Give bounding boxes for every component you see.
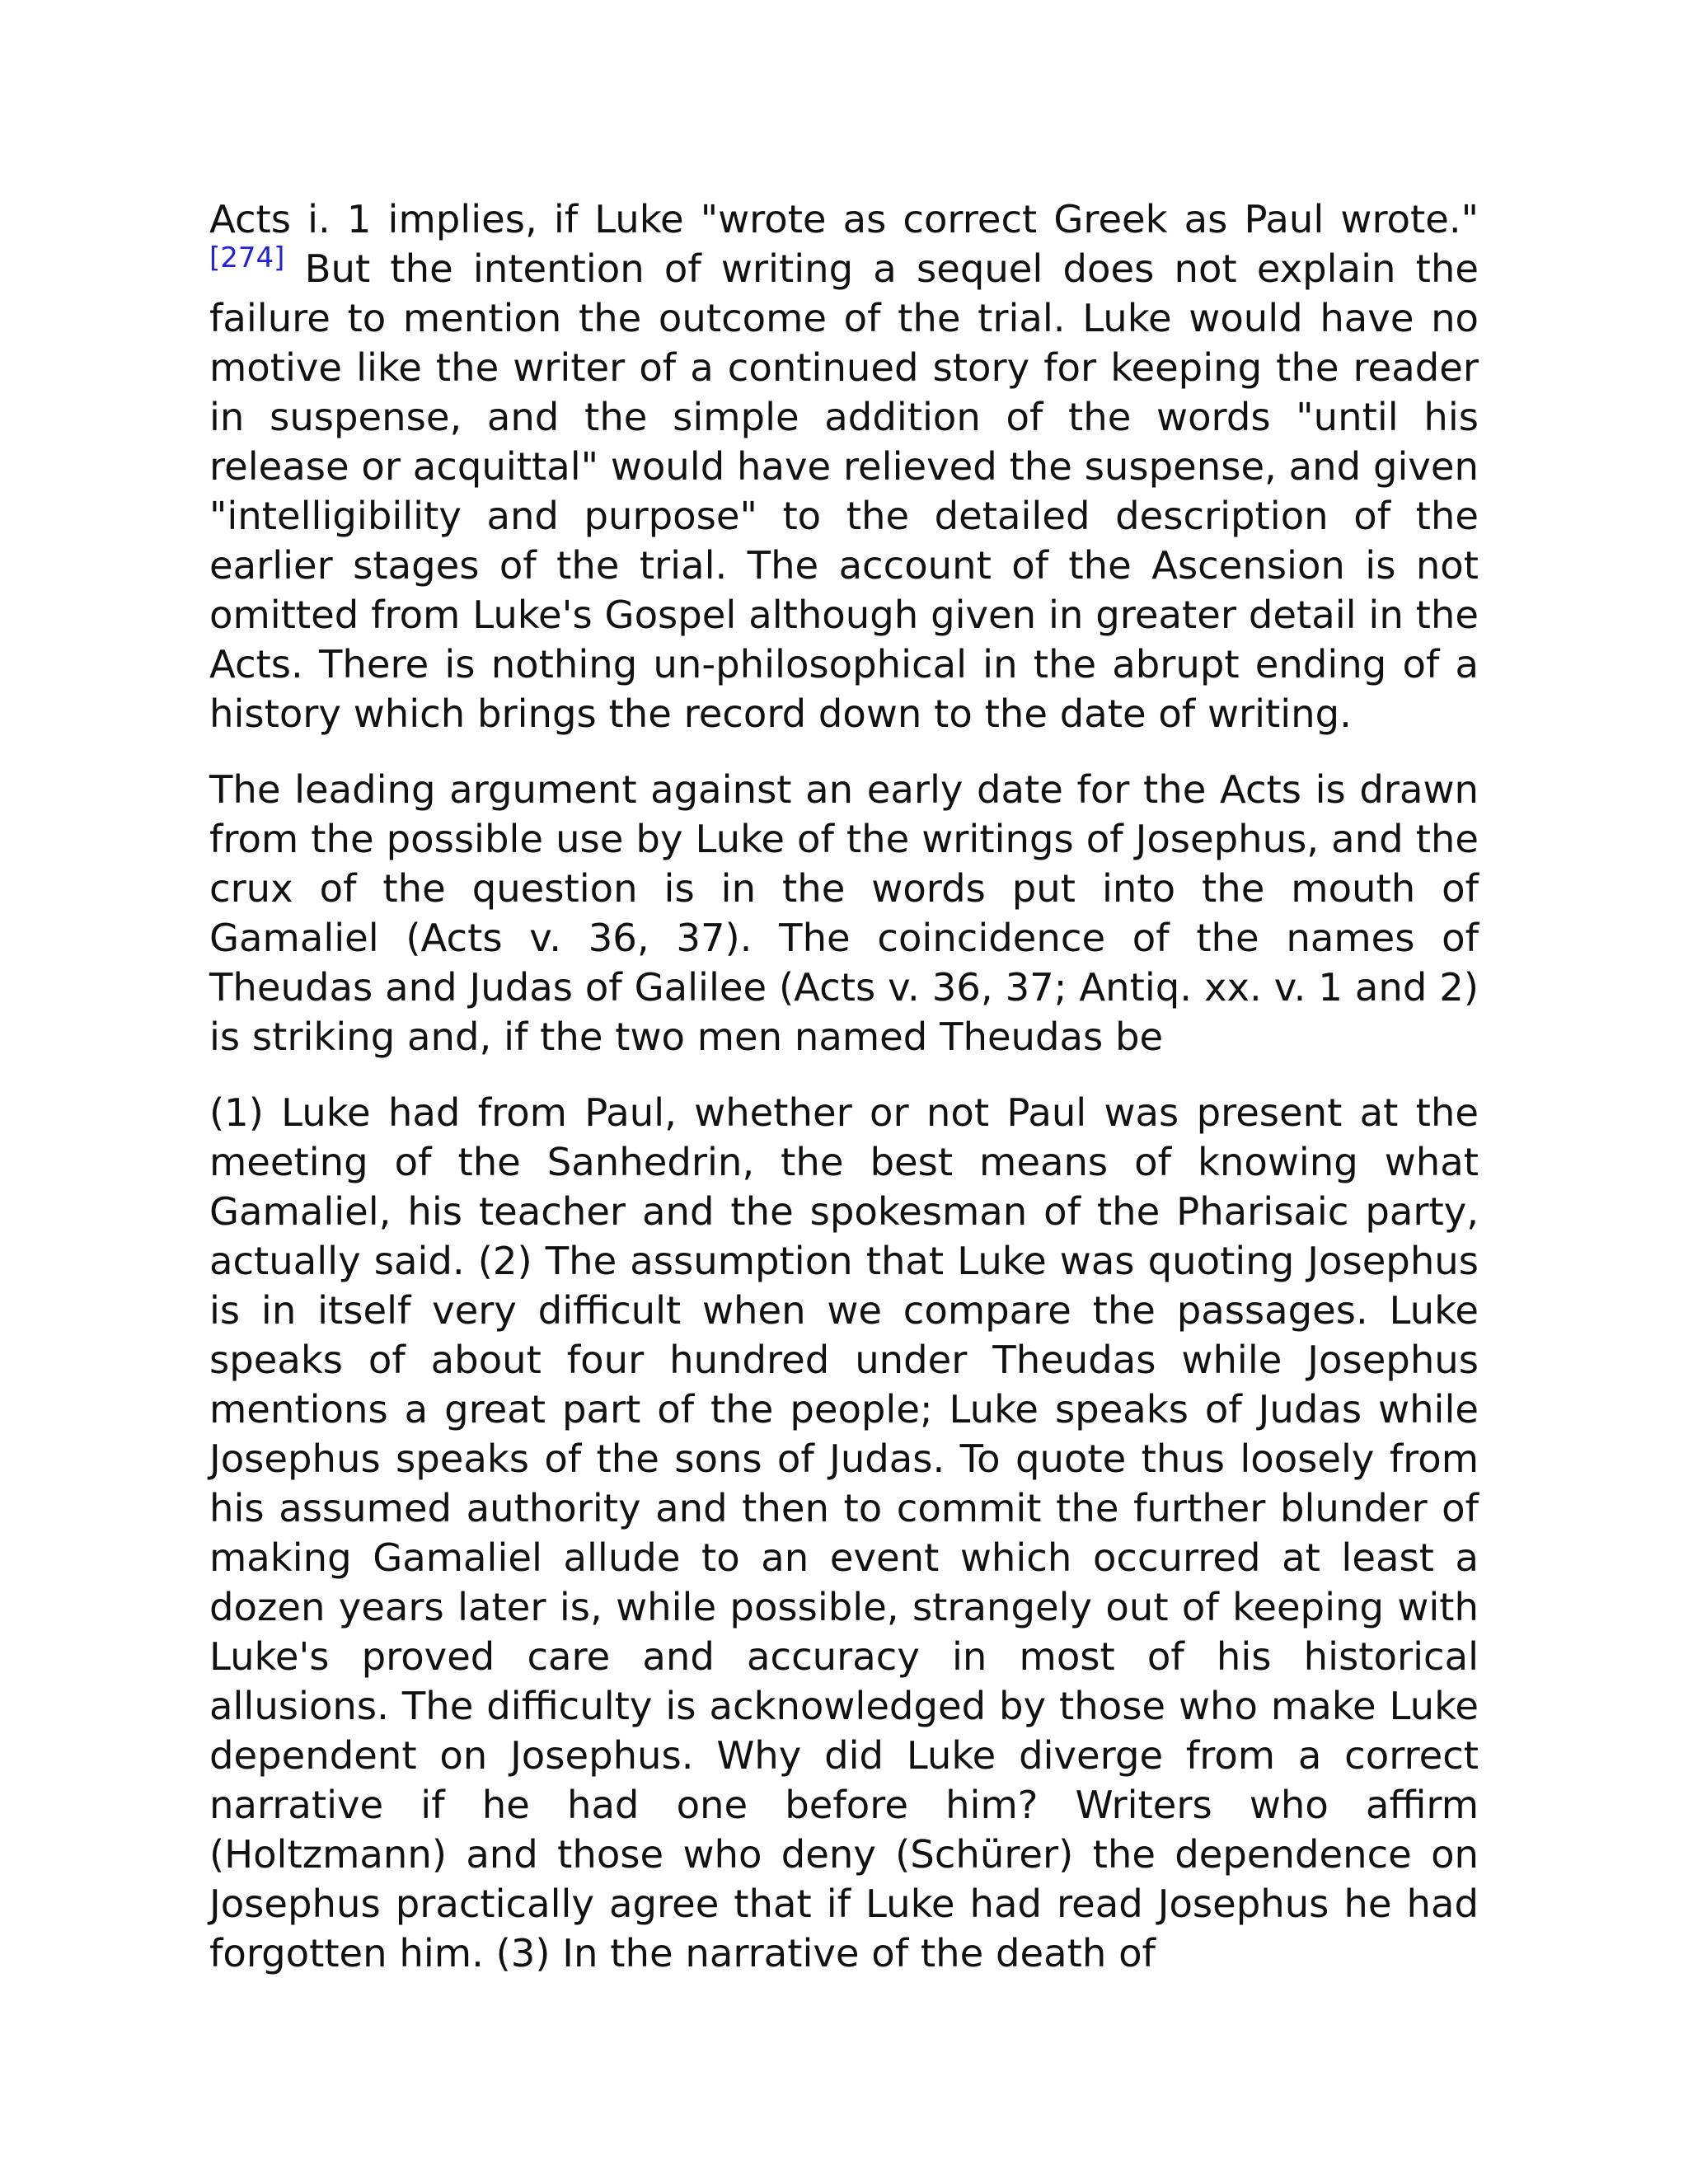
paragraph-2: The leading argument against an early date for the Acts is drawn from the possible use by Luke of the writings of Josephus, and the crux of the question is in the words put into the mouth of Gamaliel (Acts v. 36, 37). The coincidence of the names of Theudas and Judas of Galilee (Acts v. 36, 37; Antiq. xx. v. 1 and 2) is striking and, if the two men named Theudas be xyxy=(209,767,1479,1059)
paragraph-1-text-start: Acts i. 1 implies, if Luke "wrote as correct Greek as Paul wrote." xyxy=(209,197,1479,241)
paragraph-1-text-end: But the intention of writing a sequel does not explain the failure to mention the outcome of the trial. Luke would have no motive like the writer of a continued story for keeping the reader in suspense, and the simple addition of the words "until his release or acquittal" would have relieved the suspense, and given "intelligibility and purpose" to the detailed description of the earlier stages of the trial. The account of the Ascension is not omitted from Luke's Gospel although given in greater detail in the Acts. There is nothing un-philosophical in the abrupt ending of a history which brings the record down to the date of writing. xyxy=(209,246,1479,736)
document-body xyxy=(209,194,1479,2004)
footnote-link-274[interactable]: [274] xyxy=(209,241,285,274)
paragraph-3: (1) Luke had from Paul, whether or not Paul was present at the meeting of the Sanhedrin, the best means of knowing what Gamaliel, his teacher and the spokesman of the Pharisaic party, actually said. (2) The assumption that Luke was quoting Josephus is in itself very difficult when we compare the passages. Luke speaks of about four hundred under Theudas while Josephus mentions a great part of the people; Luke speaks of Judas while Josephus speaks of the sons of Judas. To quote thus loosely from his assumed authority and then to commit the further blunder of making Gamaliel allude to an event which occurred at least a dozen years later is, while possible, strangely out of keeping with Luke's proved care and accuracy in most of his historical allusions. The difficulty is acknowledged by those who make Luke dependent on Josephus. Why did Luke diverge from a correct narrative if he had one before him? Writers who affirm (Holtzmann) and those who deny (Schürer) the dependence on Josephus practically agree that if Luke had read Josephus he had forgotten him. (3) In the narrative of the death of xyxy=(209,1090,1479,1975)
paragraph-1 xyxy=(209,194,1479,738)
